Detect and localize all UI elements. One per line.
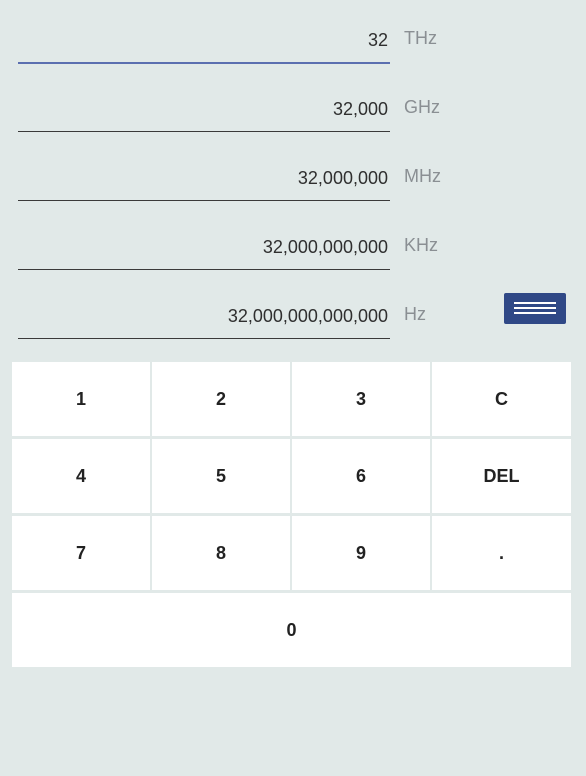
clear-button[interactable]: C (432, 362, 571, 436)
gigahertz-value: 32,000 (332, 99, 388, 119)
terahertz-value: 32 (367, 30, 388, 50)
hertz-field[interactable] (18, 308, 390, 339)
key-2[interactable]: 2 (152, 362, 290, 436)
megahertz-field[interactable] (18, 170, 390, 201)
key-1[interactable]: 1 (12, 362, 150, 436)
terahertz-unit-label: THz (404, 28, 437, 48)
terahertz-field[interactable] (18, 32, 390, 64)
key-9[interactable]: 9 (292, 516, 430, 590)
key-8[interactable]: 8 (152, 516, 290, 590)
hertz-unit-label: Hz (404, 304, 426, 324)
key-4[interactable]: 4 (12, 439, 150, 513)
decimal-point-key[interactable]: . (432, 516, 571, 590)
megahertz-value: 32,000,000 (297, 168, 388, 188)
key-0[interactable]: 0 (12, 593, 571, 667)
key-5[interactable]: 5 (152, 439, 290, 513)
keypad (12, 362, 571, 666)
key-6[interactable]: 6 (292, 439, 430, 513)
gigahertz-unit-label: GHz (404, 97, 440, 117)
delete-button[interactable]: DEL (432, 439, 571, 513)
megahertz-unit-label: MHz (404, 166, 441, 186)
kilohertz-field[interactable] (18, 239, 390, 270)
key-3[interactable]: 3 (292, 362, 430, 436)
kilohertz-unit-label: KHz (404, 235, 439, 255)
hertz-value: 32,000,000,000,000 (227, 306, 388, 326)
menu-button[interactable] (504, 293, 566, 324)
key-7[interactable]: 7 (12, 516, 150, 590)
gigahertz-field[interactable] (18, 101, 390, 132)
kilohertz-value: 32,000,000,000 (262, 237, 388, 257)
